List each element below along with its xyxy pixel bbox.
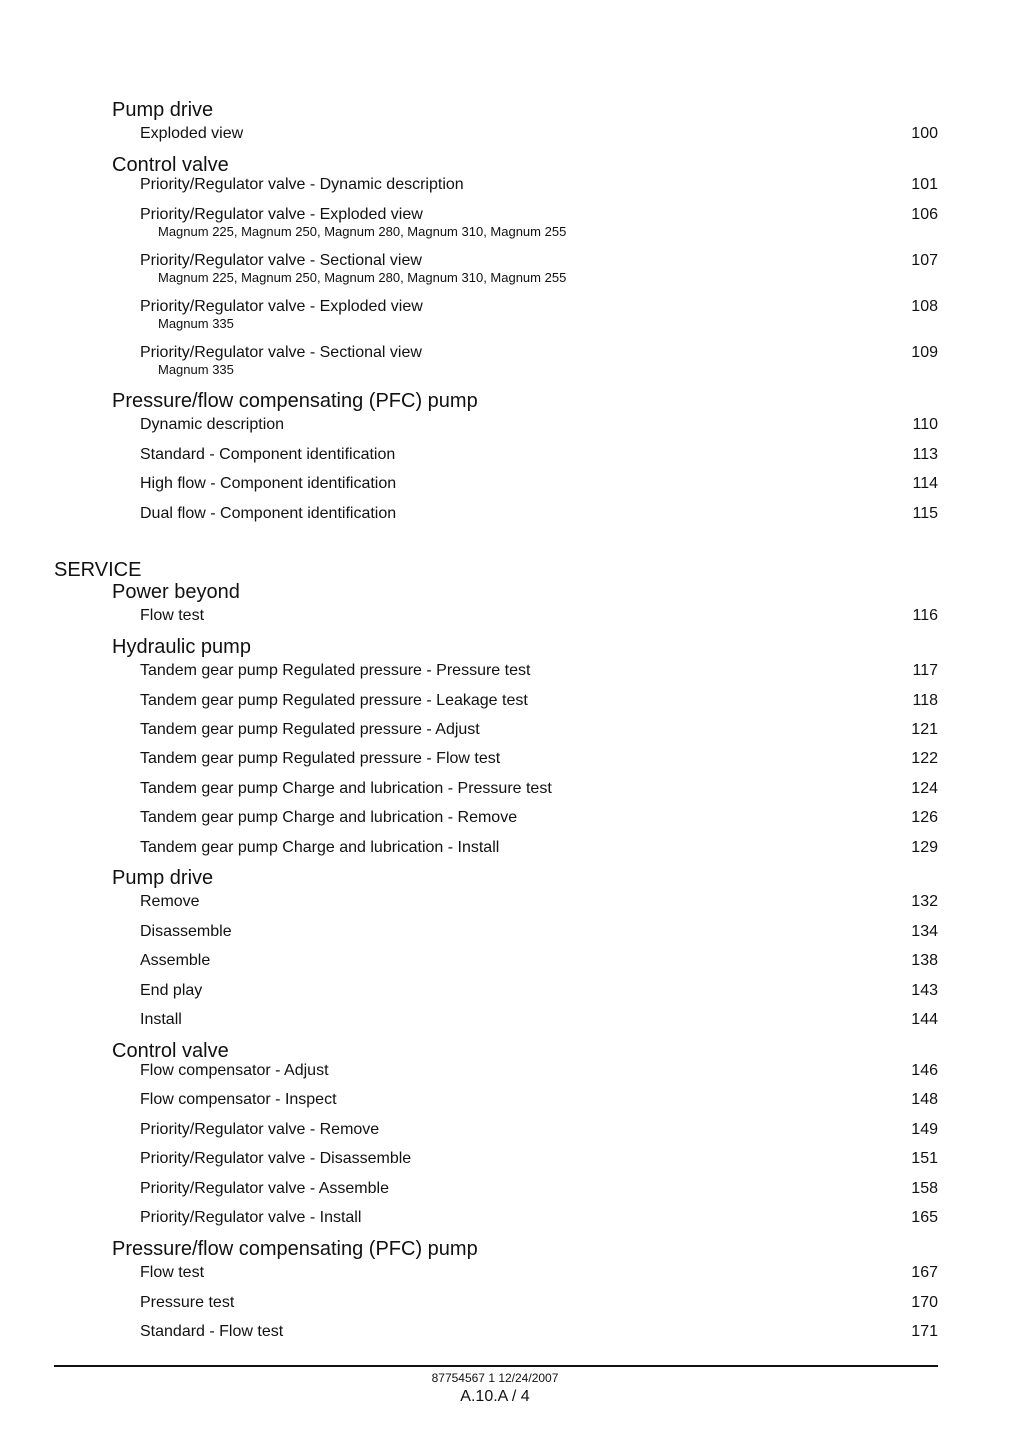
toc-entry-page-number[interactable]: 146 (911, 1062, 938, 1079)
toc-entry-title[interactable]: Priority/Regulator valve - Assemble (140, 1180, 389, 1197)
toc-entry-title[interactable]: Standard - Component identification (140, 446, 396, 463)
toc-entry-page-number[interactable]: 109 (911, 344, 938, 361)
toc-entry-title[interactable]: Flow test (140, 607, 205, 624)
toc-entry-title[interactable]: Flow compensator - Inspect (140, 1091, 337, 1108)
toc-entry-title[interactable]: Pressure test (140, 1294, 235, 1311)
toc-entry-title[interactable]: End play (140, 982, 203, 999)
toc-entry-title[interactable]: Priority/Regulator valve - Install (140, 1209, 362, 1226)
group-heading: Pressure/flow compensating (PFC) pump (112, 1238, 478, 1260)
toc-entry-applicability-note: Magnum 225, Magnum 250, Magnum 280, Magnum 310, Magnum 255 (158, 224, 567, 239)
footer-page-reference: A.10.A / 4 (460, 1388, 530, 1405)
toc-entry-page-number[interactable]: 110 (912, 416, 938, 433)
toc-entry-page-number[interactable]: 129 (911, 839, 938, 856)
toc-entry-page-number[interactable]: 124 (911, 780, 938, 797)
toc-entry-title[interactable]: Tandem gear pump Regulated pressure - Pressure test (140, 662, 531, 679)
toc-entry-page-number[interactable]: 132 (911, 893, 938, 910)
toc-entry-title[interactable]: Install (140, 1011, 182, 1028)
toc-entry-title[interactable]: Assemble (140, 952, 211, 969)
toc-entry-page-number[interactable]: 148 (911, 1091, 938, 1108)
toc-entry-applicability-note: Magnum 225, Magnum 250, Magnum 280, Magnum 310, Magnum 255 (158, 270, 567, 285)
footer-divider (54, 1365, 938, 1367)
toc-entry-page-number[interactable]: 151 (911, 1150, 938, 1167)
toc-entry-title[interactable]: Tandem gear pump Regulated pressure - Adjust (140, 721, 480, 738)
toc-entry-page-number[interactable]: 149 (911, 1121, 938, 1138)
toc-entry-title[interactable]: Priority/Regulator valve - Exploded view (140, 206, 423, 223)
toc-entry-page-number[interactable]: 107 (911, 252, 938, 269)
toc-entry-title[interactable]: Tandem gear pump Regulated pressure - Flow test (140, 750, 501, 767)
toc-entry-page-number[interactable]: 138 (911, 952, 938, 969)
group-heading: Pump drive (112, 867, 214, 889)
toc-entry-title[interactable]: High flow - Component identification (140, 475, 397, 492)
section-heading: SERVICE (54, 559, 142, 581)
footer-document-reference: 87754567 1 12/24/2007 (431, 1371, 559, 1385)
toc-entry-page-number[interactable]: 165 (911, 1209, 938, 1226)
toc-entry-page-number[interactable]: 115 (912, 505, 938, 522)
toc-entry-page-number[interactable]: 158 (911, 1180, 938, 1197)
toc-entry-page-number[interactable]: 134 (911, 923, 938, 940)
toc-entry-title[interactable]: Priority/Regulator valve - Remove (140, 1121, 380, 1138)
toc-entry-title[interactable]: Remove (140, 893, 200, 910)
toc-entry-title[interactable]: Tandem gear pump Charge and lubrication - Pressure test (140, 780, 552, 797)
toc-entry-page-number[interactable]: 117 (912, 662, 938, 679)
toc-entry-page-number[interactable]: 143 (911, 982, 938, 999)
toc-entry-page-number[interactable]: 167 (911, 1264, 938, 1281)
toc-entry-page-number[interactable]: 116 (912, 607, 938, 624)
toc-entry-title[interactable]: Disassemble (140, 923, 232, 940)
toc-entry-title[interactable]: Tandem gear pump Charge and lubrication - Remove (140, 809, 518, 826)
toc-entry-applicability-note: Magnum 335 (158, 362, 234, 377)
toc-entry-applicability-note: Magnum 335 (158, 316, 234, 331)
group-heading: Pressure/flow compensating (PFC) pump (112, 390, 478, 412)
toc-entry-title[interactable]: Dynamic description (140, 416, 285, 433)
toc-entry-title[interactable]: Exploded view (140, 125, 244, 142)
toc-entry-page-number[interactable]: 100 (911, 125, 938, 142)
group-heading: Hydraulic pump (112, 636, 251, 658)
toc-entry-page-number[interactable]: 113 (912, 446, 938, 463)
toc-entry-title[interactable]: Tandem gear pump Charge and lubrication - Install (140, 839, 500, 856)
toc-entry-title[interactable]: Tandem gear pump Regulated pressure - Leakage test (140, 692, 528, 709)
toc-entry-title[interactable]: Standard - Flow test (140, 1323, 284, 1340)
toc-entry-title[interactable]: Priority/Regulator valve - Dynamic description (140, 176, 464, 193)
toc-entry-title[interactable]: Priority/Regulator valve - Sectional view (140, 252, 422, 269)
toc-entry-title[interactable]: Priority/Regulator valve - Disassemble (140, 1150, 412, 1167)
toc-entry-page-number[interactable]: 170 (911, 1294, 938, 1311)
group-heading: Power beyond (112, 581, 240, 603)
toc-entry-page-number[interactable]: 121 (911, 721, 938, 738)
toc-entry-title[interactable]: Priority/Regulator valve - Sectional view (140, 344, 422, 361)
toc-entry-page-number[interactable]: 101 (911, 176, 938, 193)
toc-entry-title[interactable]: Flow compensator - Adjust (140, 1062, 329, 1079)
toc-entry-page-number[interactable]: 144 (911, 1011, 938, 1028)
toc-entry-page-number[interactable]: 108 (911, 298, 938, 315)
group-heading: Pump drive (112, 99, 214, 121)
toc-entry-page-number[interactable]: 122 (911, 750, 938, 767)
toc-entry-page-number[interactable]: 126 (911, 809, 938, 826)
toc-entry-title[interactable]: Dual flow - Component identification (140, 505, 397, 522)
toc-entry-page-number[interactable]: 106 (911, 206, 938, 223)
toc-entry-title[interactable]: Flow test (140, 1264, 205, 1281)
toc-entry-page-number[interactable]: 171 (911, 1323, 938, 1340)
group-heading: Control valve (112, 1040, 229, 1062)
toc-entry-page-number[interactable]: 114 (912, 475, 938, 492)
toc-entry-title[interactable]: Priority/Regulator valve - Exploded view (140, 298, 423, 315)
group-heading: Control valve (112, 154, 229, 176)
toc-entry-page-number[interactable]: 118 (912, 692, 938, 709)
